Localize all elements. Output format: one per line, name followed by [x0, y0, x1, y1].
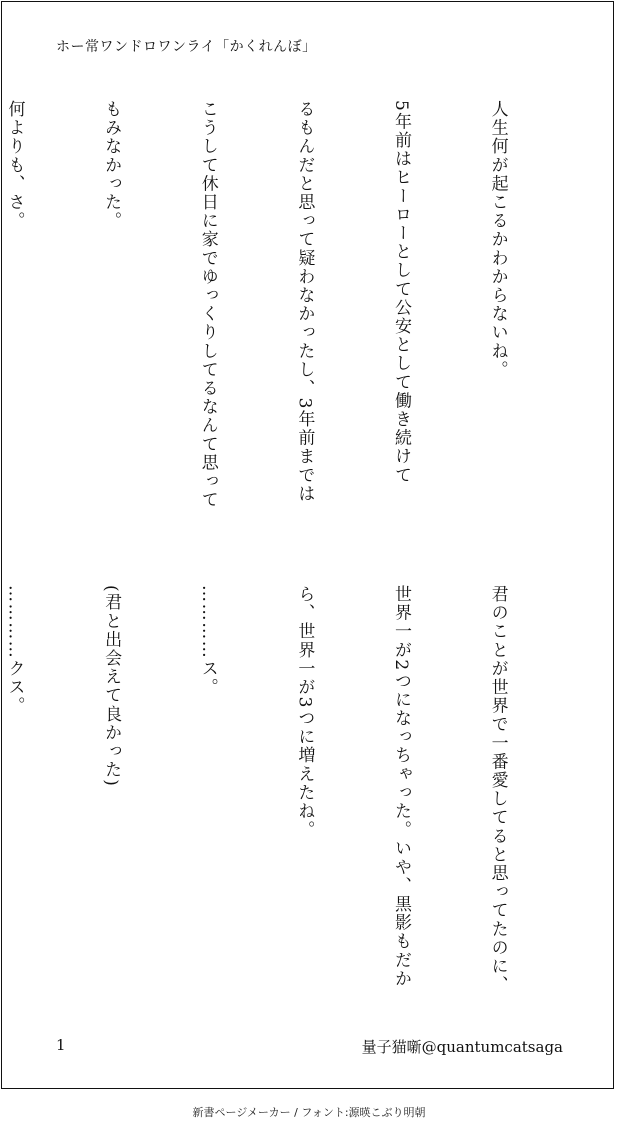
text-line: ら、世界一が3つに増えたね。	[294, 585, 315, 840]
text-line: 人生何が起こるかわからないね。	[487, 100, 508, 379]
text-line: こうして休日に家でゆっくりしてるなんて思って	[197, 100, 218, 510]
top-text-block	[0, 100, 578, 540]
page-header-title: ホー常ワンドロワンライ「かくれんぼ」	[56, 39, 317, 55]
text-line: るもんだと思って疑わなかったし、3年前までは	[294, 100, 315, 504]
author-credit: 量子猫噺@quantumcatsaga	[361, 1038, 563, 1056]
text-line: 5年前はヒーローとして公安として働き続けて	[390, 100, 411, 485]
generator-credit: 新書ページメーカー / フォント:源暎こぶり明朝	[192, 1106, 426, 1119]
text-line: (君と出会えて良かった)	[101, 585, 122, 788]
bottom-text-block	[0, 585, 578, 1010]
text-line: 世界一が2つになっちゃった。いや、黒影もだか	[390, 585, 411, 989]
text-line: もみなかった。	[101, 100, 122, 231]
text-line: 君のことが世界で一番愛してると思ってたのに、	[487, 585, 508, 995]
text-line: 何よりも、さ。	[4, 100, 25, 231]
page-number: 1	[56, 1036, 66, 1054]
text-line: …………ス。	[197, 585, 218, 697]
text-line: …………クス。	[4, 585, 25, 716]
